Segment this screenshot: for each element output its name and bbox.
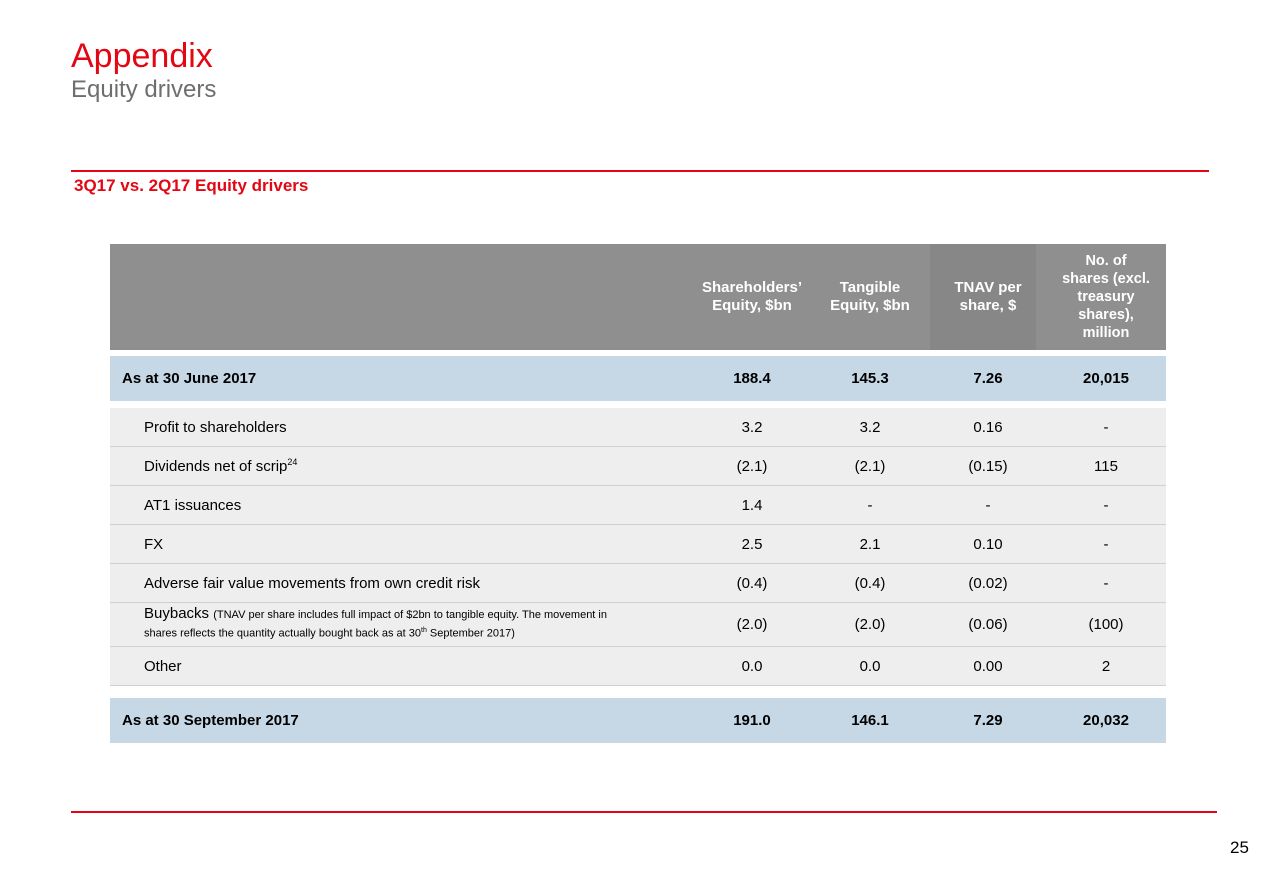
cell-value: (0.02) — [968, 574, 1008, 592]
table-row — [110, 408, 1166, 447]
row-label: Dividends net of scrip$^{24}$ — [144, 457, 298, 475]
cell-value: 20,032 — [1083, 712, 1129, 729]
table-row-closing — [110, 698, 1166, 743]
footnote-ref: 24 — [287, 457, 298, 467]
col-header-shareholders-equity: Shareholders’ Equity, $bn — [701, 279, 803, 314]
cell-value: (100) — [1088, 616, 1124, 633]
cell-value: 1.4 — [741, 496, 763, 514]
cell-value: 7.29 — [973, 712, 1003, 729]
equity-drivers-table — [110, 244, 1166, 729]
row-note-cont: shares reflects the quantity actually bought back as at 30th September 2017) — [144, 627, 515, 640]
cell-value: 188.4 — [733, 370, 771, 387]
row-label: FX — [144, 535, 164, 553]
cell-value: 3.2 — [741, 418, 763, 436]
cell-value: 0.10 — [973, 535, 1003, 553]
table-row — [110, 647, 1166, 686]
cell-value: - — [867, 496, 873, 514]
cell-value: 3.2 — [859, 418, 881, 436]
table-row — [110, 525, 1166, 564]
bottom-divider — [71, 811, 1217, 813]
cell-value: 146.1 — [851, 712, 889, 729]
cell-value: (0.15) — [968, 457, 1008, 475]
row-label: As at 30 September 2017 — [122, 712, 299, 729]
cell-value: 2.1 — [859, 535, 881, 553]
col-header-tangible-equity: Tangible Equity, $bn — [830, 279, 910, 314]
cell-value: (2.0) — [854, 616, 886, 633]
table-header — [110, 244, 1166, 350]
cell-value: 115 — [1094, 457, 1118, 475]
cell-value: (0.4) — [854, 574, 886, 592]
cell-value: (2.1) — [854, 457, 886, 475]
cell-value: - — [1103, 496, 1109, 514]
col-header-tnav-per-share: TNAV per share, $ — [954, 279, 1022, 314]
cell-value: - — [985, 496, 991, 514]
cell-value: (2.1) — [736, 457, 768, 475]
cell-value: (0.4) — [736, 574, 768, 592]
page-title: Appendix — [71, 37, 213, 75]
cell-value: 191.0 — [733, 712, 771, 729]
cell-value: 145.3 — [851, 370, 889, 387]
row-label: AT1 issuances — [144, 496, 242, 514]
row-note: (TNAV per share includes full impact of $2bn to tangible equity. The movement in — [213, 609, 607, 621]
cell-value: 2 — [1101, 657, 1111, 675]
cell-value: - — [1103, 535, 1109, 553]
table-row-opening — [110, 356, 1166, 401]
table-row-buybacks — [110, 603, 1166, 647]
row-label: Other — [144, 657, 182, 675]
cell-value: - — [1103, 574, 1109, 592]
cell-value: (2.0) — [736, 616, 768, 633]
cell-value: 0.0 — [741, 657, 763, 675]
cell-value: (0.06) — [968, 616, 1008, 633]
row-label: Buybacks (TNAV per share includes full impact of $2bn to tangible equity. The movement in shares reflects the quantity actually bought back as at 30th September 2017) — [144, 605, 607, 640]
cell-value: 2.5 — [741, 535, 763, 553]
table-row — [110, 447, 1166, 486]
cell-value: 0.00 — [973, 657, 1003, 675]
cell-value: 0.0 — [859, 657, 881, 675]
page-number: 25 — [1230, 838, 1249, 857]
top-divider — [71, 170, 1209, 172]
cell-value: 0.16 — [973, 418, 1003, 436]
page-subtitle: Equity drivers — [71, 76, 217, 103]
row-label: Profit to shareholders — [144, 418, 287, 436]
row-label: Adverse fair value movements from own credit risk — [144, 574, 480, 592]
row-label: As at 30 June 2017 — [122, 370, 257, 387]
section-title: 3Q17 vs. 2Q17 Equity drivers — [74, 176, 309, 195]
table-row — [110, 564, 1166, 603]
cell-value: 7.26 — [973, 370, 1003, 387]
cell-value: - — [1103, 418, 1109, 436]
col-header-share-count: No. of shares (excl. treasury shares), million — [1062, 253, 1150, 341]
cell-value: 20,015 — [1083, 370, 1129, 387]
table-row — [110, 486, 1166, 525]
